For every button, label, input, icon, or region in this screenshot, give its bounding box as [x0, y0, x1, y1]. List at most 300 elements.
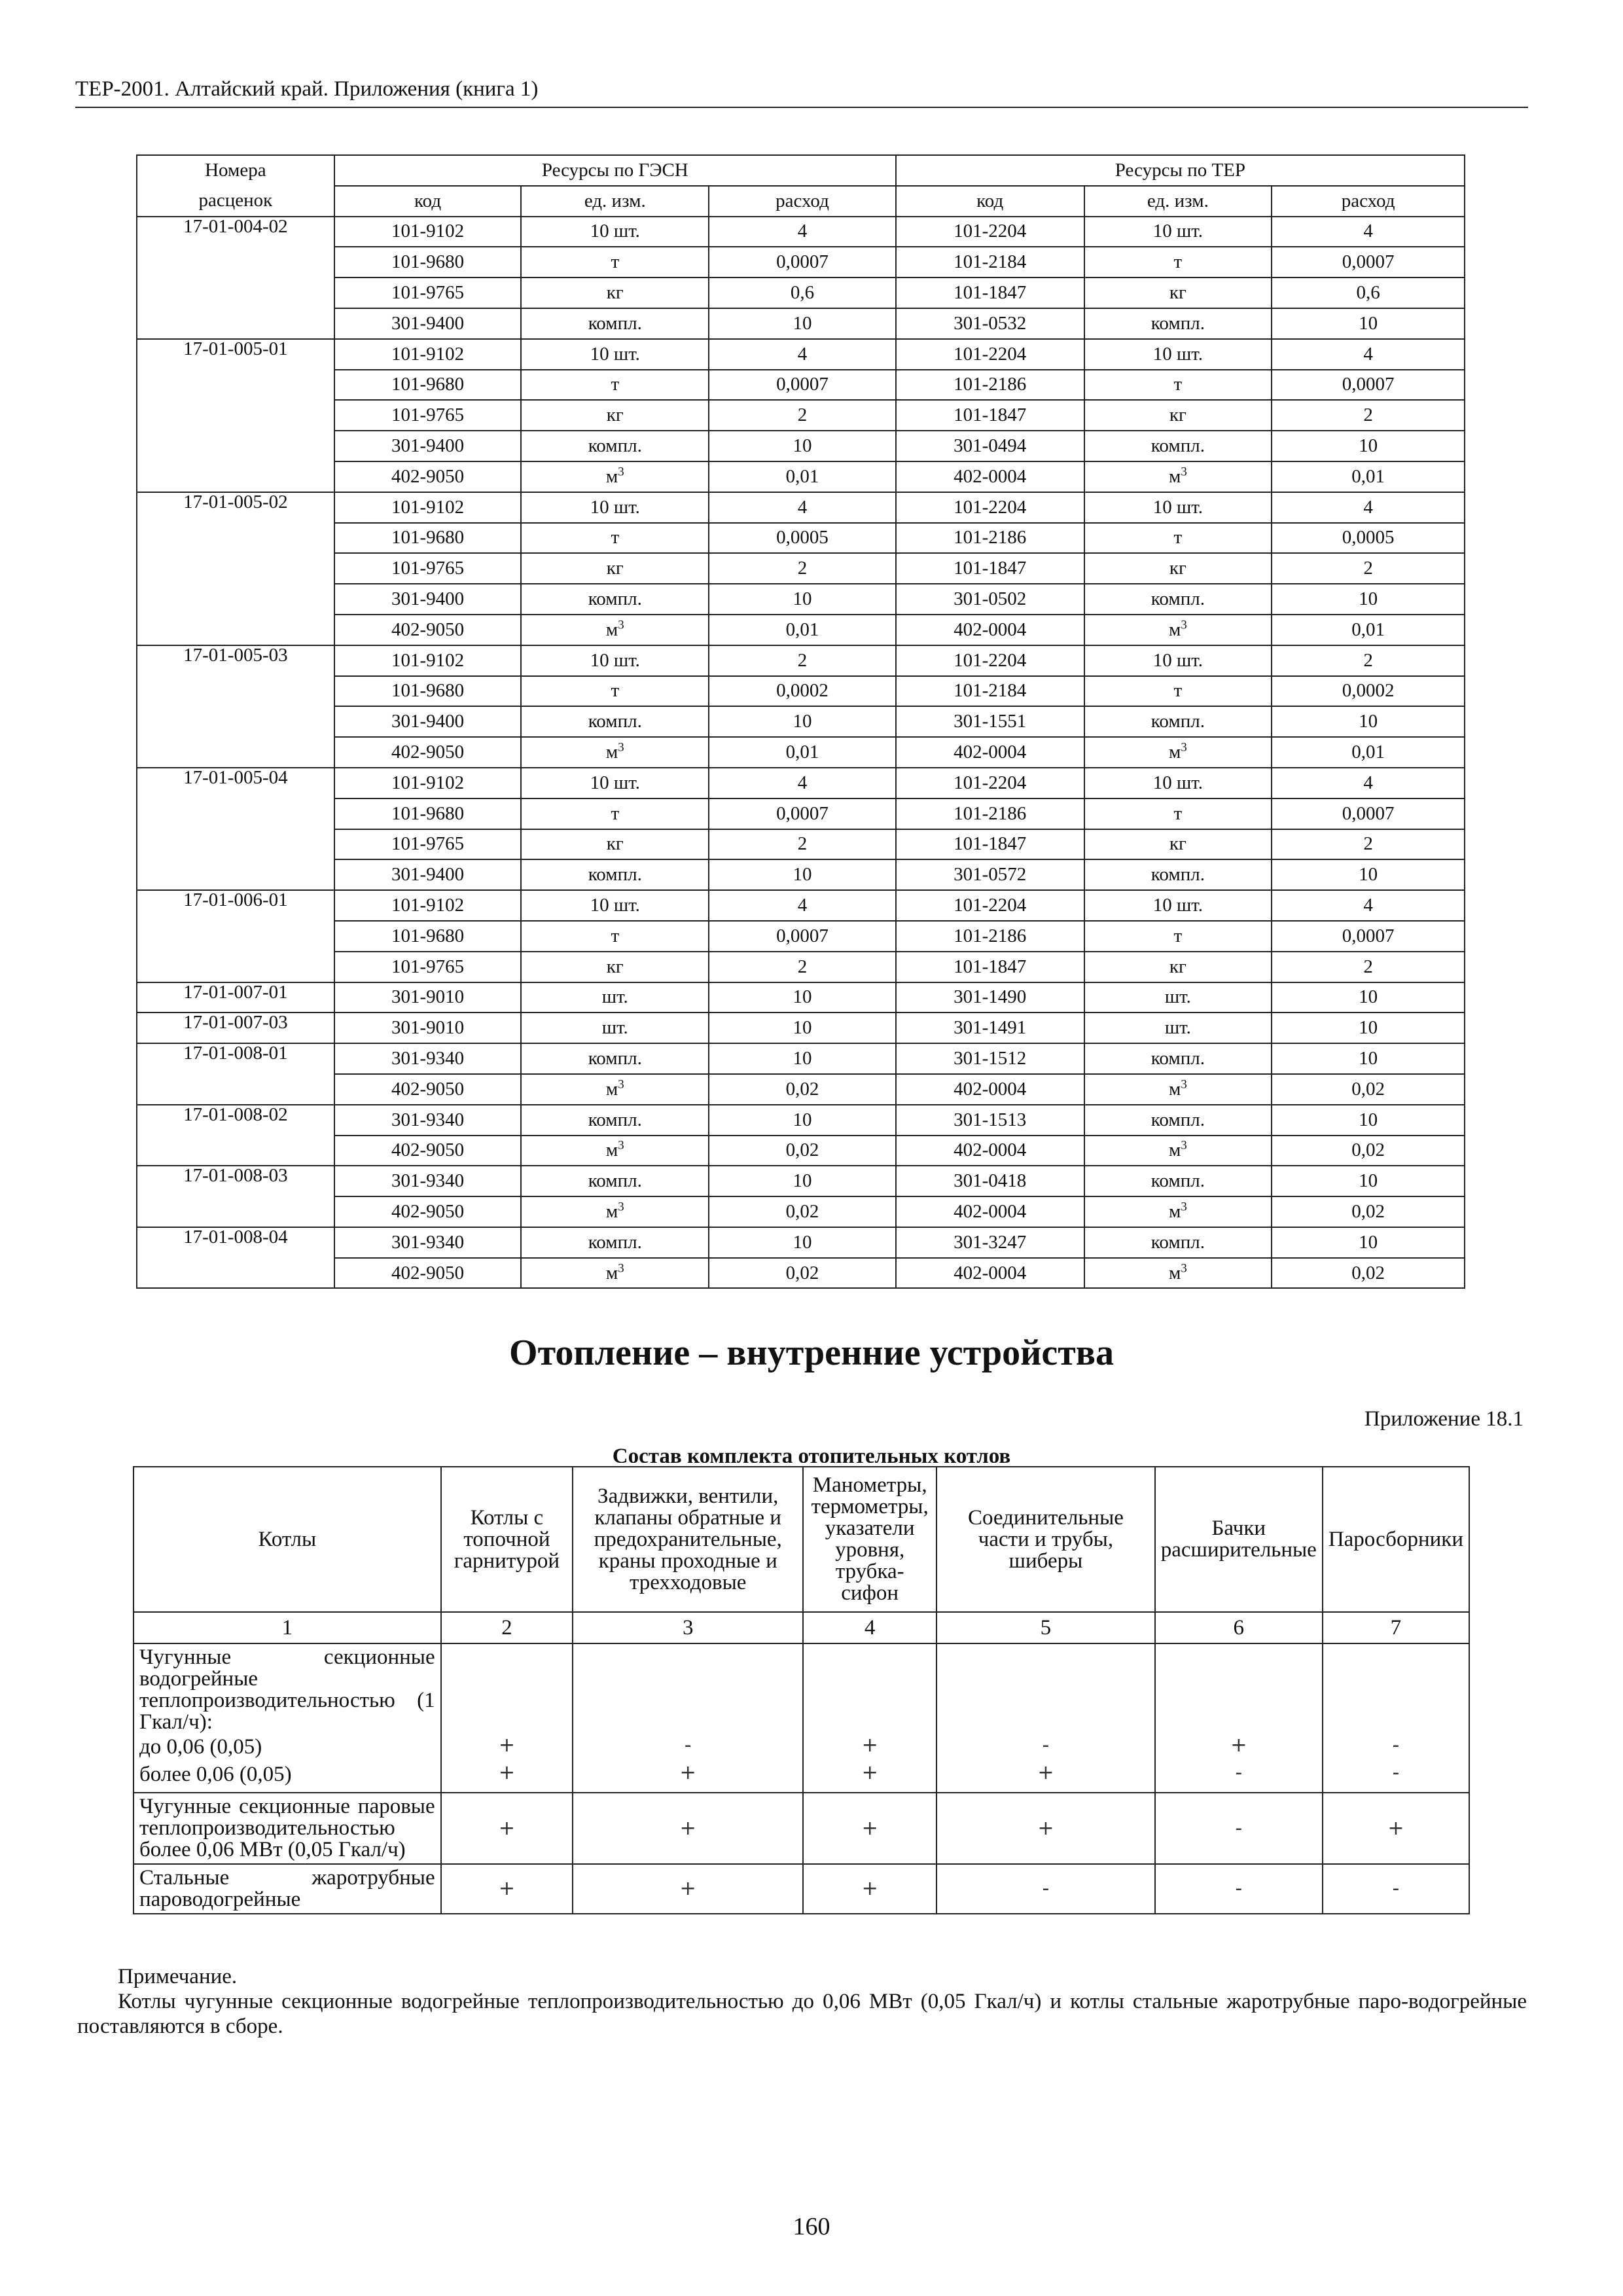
ter-unit: шт. — [1084, 1013, 1272, 1043]
gesn-amount: 4 — [709, 339, 896, 370]
ter-amount: 4 — [1272, 492, 1465, 523]
gesn-code: 101-9102 — [334, 890, 522, 921]
resource-row — [137, 890, 1465, 921]
ter-code: 402-0004 — [896, 461, 1084, 492]
ter-code: 101-2186 — [896, 370, 1084, 401]
ter-amount: 0,0007 — [1272, 370, 1465, 401]
resource-row — [137, 798, 1465, 829]
ter-unit: 10 шт. — [1084, 339, 1272, 370]
gesn-unit: компл. — [521, 706, 709, 737]
ter-unit: компл. — [1084, 1043, 1272, 1074]
ter-code: 101-2186 — [896, 798, 1084, 829]
gesn-code: 101-9765 — [334, 278, 522, 308]
gesn-unit: 10 шт. — [521, 339, 709, 370]
ter-amount: 2 — [1272, 553, 1465, 584]
gesn-unit: 10 шт. — [521, 768, 709, 798]
gesn-code-header: код — [334, 186, 522, 217]
header-steam-collectors: Паросборники — [1323, 1467, 1469, 1612]
ter-code: 301-0502 — [896, 584, 1084, 615]
ter-unit: $м^3$ — [1084, 615, 1272, 645]
gesn-amount: 0,0007 — [709, 921, 896, 952]
running-header: ТЕР-2001. Алтайский край. Приложения (книга 1) — [75, 77, 539, 101]
ter-code: 101-1847 — [896, 829, 1084, 860]
gesn-unit: $м^3$ — [521, 1074, 709, 1105]
gesn-amount: 0,02 — [709, 1136, 896, 1166]
gesn-amount: 0,01 — [709, 737, 896, 768]
gesn-code: 101-9765 — [334, 553, 522, 584]
resource-row — [137, 1227, 1465, 1258]
resource-row — [137, 615, 1465, 645]
ter-unit-header: ед. изм. — [1084, 186, 1272, 217]
gesn-amount: 4 — [709, 217, 896, 247]
ter-amount: 0,01 — [1272, 737, 1465, 768]
ter-unit: кг — [1084, 400, 1272, 431]
gesn-unit: компл. — [521, 1043, 709, 1074]
ter-unit: 10 шт. — [1084, 492, 1272, 523]
gesn-amount: 10 — [709, 706, 896, 737]
gesn-amount: 0,01 — [709, 615, 896, 645]
ter-amount: 10 — [1272, 431, 1465, 461]
resource-row — [137, 492, 1465, 523]
gesn-unit: компл. — [521, 1227, 709, 1258]
ter-code: 101-2204 — [896, 768, 1084, 798]
ter-unit: компл. — [1084, 584, 1272, 615]
rate-number: 17-01-005-03 — [137, 645, 334, 768]
rates-header-top: Номера — [137, 155, 334, 186]
gesn-code: 301-9340 — [334, 1105, 522, 1136]
ter-unit: компл. — [1084, 431, 1272, 461]
resource-row — [137, 737, 1465, 768]
gesn-code: 402-9050 — [334, 1136, 522, 1166]
header-gauges: Манометры, термометры, указатели уровня, трубка-сифон — [803, 1467, 936, 1612]
resource-row — [137, 921, 1465, 952]
gesn-amount: 2 — [709, 952, 896, 982]
ter-amount: 4 — [1272, 217, 1465, 247]
mark-cell: + + — [803, 1643, 936, 1793]
ter-unit: $м^3$ — [1084, 461, 1272, 492]
boiler-table — [133, 1466, 1470, 1914]
ter-code-header: код — [896, 186, 1084, 217]
ter-amount: 4 — [1272, 890, 1465, 921]
gesn-unit: компл. — [521, 859, 709, 890]
gesn-code: 402-9050 — [334, 737, 522, 768]
resource-row — [137, 1136, 1465, 1166]
gesn-unit: компл. — [521, 1166, 709, 1196]
header-firebox: Котлы с топочной гарнитурой — [441, 1467, 573, 1612]
gesn-code: 301-9400 — [334, 584, 522, 615]
resource-row — [137, 431, 1465, 461]
rate-number: 17-01-004-02 — [137, 217, 334, 339]
ter-code: 402-0004 — [896, 1196, 1084, 1227]
rate-number: 17-01-007-03 — [137, 1013, 334, 1043]
gesn-code: 101-9765 — [334, 829, 522, 860]
mark-cell: - — [1155, 1793, 1323, 1864]
boiler-sublabel: до 0,06 (0,05) — [139, 1735, 262, 1759]
ter-code: 101-1847 — [896, 278, 1084, 308]
gesn-unit: шт. — [521, 1013, 709, 1043]
mark-cell: + + — [441, 1643, 573, 1793]
ter-amount: 0,02 — [1272, 1136, 1465, 1166]
ter-unit: компл. — [1084, 1105, 1272, 1136]
gesn-amount: 0,0007 — [709, 247, 896, 278]
resource-row — [137, 1105, 1465, 1136]
resource-row — [137, 370, 1465, 401]
gesn-amount-header: расход — [709, 186, 896, 217]
resource-row — [137, 1258, 1465, 1289]
ter-amount: 0,0005 — [1272, 523, 1465, 554]
gesn-amount: 10 — [709, 308, 896, 339]
gesn-amount: 10 — [709, 1105, 896, 1136]
ter-amount: 10 — [1272, 1013, 1465, 1043]
ter-amount: 2 — [1272, 829, 1465, 860]
resource-table — [136, 154, 1465, 1289]
col-number: 2 — [441, 1612, 573, 1643]
boiler-label-main: Чугунные секционные водогрейные теплопроизводительностью (1 Гкал/ч): — [139, 1645, 435, 1734]
gesn-amount: 0,0007 — [709, 798, 896, 829]
gesn-amount: 10 — [709, 584, 896, 615]
header-boilers: Котлы — [134, 1467, 441, 1612]
gesn-code: 101-9102 — [334, 339, 522, 370]
gesn-code: 402-9050 — [334, 615, 522, 645]
boiler-table-number-row — [134, 1612, 1469, 1643]
mark-cell: - — [1323, 1864, 1469, 1914]
boiler-table-header-row — [134, 1467, 1469, 1612]
resource-row — [137, 217, 1465, 247]
ter-amount: 0,6 — [1272, 278, 1465, 308]
gesn-unit: кг — [521, 400, 709, 431]
ter-code: 101-2204 — [896, 217, 1084, 247]
gesn-unit: компл. — [521, 1105, 709, 1136]
gesn-code: 101-9102 — [334, 492, 522, 523]
mark-cell: + — [1323, 1793, 1469, 1864]
rate-number: 17-01-008-03 — [137, 1166, 334, 1227]
mark-cell: + — [803, 1793, 936, 1864]
gesn-amount: 4 — [709, 492, 896, 523]
ter-code: 301-1512 — [896, 1043, 1084, 1074]
appendix-label: Приложение 18.1 — [1364, 1407, 1524, 1431]
gesn-code: 301-9400 — [334, 431, 522, 461]
rate-number: 17-01-005-02 — [137, 492, 334, 645]
gesn-unit-header: ед. изм. — [521, 186, 709, 217]
ter-unit: $м^3$ — [1084, 1196, 1272, 1227]
gesn-amount: 10 — [709, 859, 896, 890]
ter-code: 101-2186 — [896, 523, 1084, 554]
ter-code: 101-2204 — [896, 492, 1084, 523]
ter-unit: 10 шт. — [1084, 890, 1272, 921]
ter-unit: кг — [1084, 278, 1272, 308]
note-title: Примечание. — [118, 1965, 238, 1988]
gesn-amount: 0,01 — [709, 461, 896, 492]
boiler-table-title: Состав комплекта отопительных котлов — [612, 1444, 1011, 1463]
mark-cell: + — [573, 1793, 803, 1864]
rate-number: 17-01-007-01 — [137, 982, 334, 1013]
resource-row — [137, 553, 1465, 584]
resource-row — [137, 952, 1465, 982]
ter-code: 301-1513 — [896, 1105, 1084, 1136]
gesn-amount: 10 — [709, 982, 896, 1013]
ter-amount: 0,02 — [1272, 1196, 1465, 1227]
ter-amount: 10 — [1272, 1227, 1465, 1258]
ter-unit: 10 шт. — [1084, 768, 1272, 798]
ter-unit: т — [1084, 370, 1272, 401]
gesn-unit: т — [521, 676, 709, 707]
resource-row — [137, 523, 1465, 554]
boiler-sublabel: более 0,06 (0,05) — [139, 1763, 292, 1786]
page-number: 160 — [793, 2213, 830, 2240]
ter-amount: 0,0007 — [1272, 798, 1465, 829]
gesn-unit: т — [521, 921, 709, 952]
gesn-unit: $м^3$ — [521, 737, 709, 768]
mark-cell: - — [936, 1864, 1155, 1914]
resource-row — [137, 706, 1465, 737]
rate-number: 17-01-008-02 — [137, 1105, 334, 1166]
ter-unit: т — [1084, 798, 1272, 829]
gesn-header: Ресурсы по ГЭСН — [334, 155, 896, 186]
gesn-code: 101-9102 — [334, 217, 522, 247]
mark-cell: + — [441, 1793, 573, 1864]
gesn-code: 101-9680 — [334, 921, 522, 952]
mark-cell: + — [573, 1864, 803, 1914]
ter-code: 101-2204 — [896, 339, 1084, 370]
header-valves: Задвижки, вентили, клапаны обратные и предохранительные, краны проходные и трехходовые — [573, 1467, 803, 1612]
resource-row — [137, 461, 1465, 492]
ter-unit: т — [1084, 247, 1272, 278]
gesn-code: 402-9050 — [334, 1196, 522, 1227]
gesn-unit: шт. — [521, 982, 709, 1013]
rate-number: 17-01-005-01 — [137, 339, 334, 492]
ter-amount: 0,01 — [1272, 615, 1465, 645]
ter-amount: 0,0007 — [1272, 247, 1465, 278]
ter-code: 301-3247 — [896, 1227, 1084, 1258]
ter-amount: 10 — [1272, 706, 1465, 737]
ter-unit: компл. — [1084, 859, 1272, 890]
ter-unit: кг — [1084, 952, 1272, 982]
gesn-unit: $м^3$ — [521, 1258, 709, 1289]
gesn-code: 402-9050 — [334, 461, 522, 492]
ter-amount: 2 — [1272, 952, 1465, 982]
gesn-amount: 2 — [709, 645, 896, 676]
ter-unit: $м^3$ — [1084, 737, 1272, 768]
ter-amount: 4 — [1272, 339, 1465, 370]
ter-unit: 10 шт. — [1084, 645, 1272, 676]
col-number: 7 — [1323, 1612, 1469, 1643]
gesn-code: 101-9680 — [334, 370, 522, 401]
ter-code: 101-2204 — [896, 645, 1084, 676]
rate-number: 17-01-006-01 — [137, 890, 334, 982]
ter-code: 101-2184 — [896, 676, 1084, 707]
ter-unit: кг — [1084, 553, 1272, 584]
ter-header: Ресурсы по ТЕР — [896, 155, 1465, 186]
gesn-unit: т — [521, 370, 709, 401]
ter-amount: 0,02 — [1272, 1074, 1465, 1105]
boiler-row-cast-iron-steam — [134, 1793, 1469, 1864]
ter-code: 101-1847 — [896, 553, 1084, 584]
ter-amount: 10 — [1272, 982, 1465, 1013]
ter-amount: 0,0007 — [1272, 921, 1465, 952]
gesn-unit: кг — [521, 829, 709, 860]
ter-unit: компл. — [1084, 706, 1272, 737]
ter-code: 301-1551 — [896, 706, 1084, 737]
boiler-label: Стальные жаротрубные пароводогрейные — [134, 1864, 441, 1914]
ter-amount: 10 — [1272, 308, 1465, 339]
gesn-amount: 10 — [709, 1043, 896, 1074]
ter-code: 301-0494 — [896, 431, 1084, 461]
rate-number: 17-01-008-01 — [137, 1043, 334, 1105]
mark-cell: + — [441, 1864, 573, 1914]
col-number: 3 — [573, 1612, 803, 1643]
ter-code: 301-0572 — [896, 859, 1084, 890]
ter-amount: 0,01 — [1272, 461, 1465, 492]
note — [77, 1965, 1527, 2039]
note-text: Котлы чугунные секционные водогрейные теплопроизводительностью до 0,06 МВт (0,05 Гкал/ч) и котлы стальные жаротрубные паро-водогрейные поставляются в сборе. — [77, 1989, 1527, 2038]
resource-row — [137, 247, 1465, 278]
resource-row — [137, 1166, 1465, 1196]
gesn-amount: 4 — [709, 890, 896, 921]
gesn-amount: 4 — [709, 768, 896, 798]
gesn-amount: 2 — [709, 553, 896, 584]
ter-unit: $м^3$ — [1084, 1136, 1272, 1166]
resource-row — [137, 829, 1465, 860]
resource-row — [137, 982, 1465, 1013]
ter-unit: компл. — [1084, 1227, 1272, 1258]
ter-code: 301-0418 — [896, 1166, 1084, 1196]
resource-row — [137, 1013, 1465, 1043]
gesn-code: 101-9102 — [334, 645, 522, 676]
gesn-amount: 0,6 — [709, 278, 896, 308]
gesn-code: 101-9102 — [334, 768, 522, 798]
gesn-amount: 10 — [709, 431, 896, 461]
gesn-amount: 0,02 — [709, 1196, 896, 1227]
resource-row — [137, 278, 1465, 308]
resource-row — [137, 676, 1465, 707]
rates-header-bottom: расценок — [137, 186, 334, 217]
ter-code: 101-2204 — [896, 890, 1084, 921]
gesn-unit: т — [521, 523, 709, 554]
ter-amount: 2 — [1272, 645, 1465, 676]
gesn-unit: 10 шт. — [521, 645, 709, 676]
ter-unit: компл. — [1084, 1166, 1272, 1196]
gesn-code: 301-9010 — [334, 982, 522, 1013]
gesn-code: 101-9680 — [334, 676, 522, 707]
col-number: 5 — [936, 1612, 1155, 1643]
mark-cell: - + — [936, 1643, 1155, 1793]
ter-code: 402-0004 — [896, 1136, 1084, 1166]
ter-code: 301-1491 — [896, 1013, 1084, 1043]
gesn-code: 402-9050 — [334, 1074, 522, 1105]
boiler-label: Чугунные секционные паровые теплопроизводительностью более 0,06 МВт (0,05 Гкал/ч) — [134, 1793, 441, 1864]
rate-number: 17-01-008-04 — [137, 1227, 334, 1289]
ter-unit: $м^3$ — [1084, 1258, 1272, 1289]
gesn-code: 301-9010 — [334, 1013, 522, 1043]
gesn-amount: 0,0005 — [709, 523, 896, 554]
ter-unit: кг — [1084, 829, 1272, 860]
gesn-amount: 0,0002 — [709, 676, 896, 707]
mark-cell: - — [1155, 1864, 1323, 1914]
mark-cell: + — [803, 1864, 936, 1914]
ter-unit: $м^3$ — [1084, 1074, 1272, 1105]
gesn-code: 101-9765 — [334, 400, 522, 431]
ter-code: 301-0532 — [896, 308, 1084, 339]
ter-code: 101-1847 — [896, 952, 1084, 982]
mark-cell: + — [936, 1793, 1155, 1864]
ter-amount: 10 — [1272, 859, 1465, 890]
gesn-code: 301-9400 — [334, 308, 522, 339]
gesn-amount: 0,02 — [709, 1074, 896, 1105]
ter-amount: 10 — [1272, 1166, 1465, 1196]
gesn-code: 101-9680 — [334, 523, 522, 554]
rate-number: 17-01-005-04 — [137, 768, 334, 890]
gesn-code: 101-9680 — [334, 247, 522, 278]
gesn-unit: 10 шт. — [521, 217, 709, 247]
resource-row — [137, 1196, 1465, 1227]
gesn-unit: $м^3$ — [521, 461, 709, 492]
header-expansion-tanks: Бачки расширительные — [1155, 1467, 1323, 1612]
gesn-unit: компл. — [521, 584, 709, 615]
gesn-amount: 10 — [709, 1166, 896, 1196]
ter-code: 402-0004 — [896, 1258, 1084, 1289]
ter-unit: 10 шт. — [1084, 217, 1272, 247]
gesn-code: 101-9765 — [334, 952, 522, 982]
mark-cell: + - — [1155, 1643, 1323, 1793]
section-title: Отопление – внутренние устройства — [509, 1333, 1114, 1373]
gesn-unit: 10 шт. — [521, 890, 709, 921]
ter-code: 402-0004 — [896, 615, 1084, 645]
col-number: 6 — [1155, 1612, 1323, 1643]
gesn-code: 402-9050 — [334, 1258, 522, 1289]
gesn-amount: 0,0007 — [709, 370, 896, 401]
ter-amount: 10 — [1272, 1043, 1465, 1074]
col-number: 4 — [803, 1612, 936, 1643]
resource-row — [137, 645, 1465, 676]
gesn-unit: компл. — [521, 431, 709, 461]
ter-amount: 10 — [1272, 1105, 1465, 1136]
boiler-row-steel-fire-tube — [134, 1864, 1469, 1914]
ter-amount: 10 — [1272, 584, 1465, 615]
mark-cell: - - — [1323, 1643, 1469, 1793]
gesn-unit: $м^3$ — [521, 1136, 709, 1166]
gesn-unit: кг — [521, 952, 709, 982]
ter-code: 301-1490 — [896, 982, 1084, 1013]
boiler-label — [134, 1643, 441, 1793]
gesn-amount: 10 — [709, 1013, 896, 1043]
ter-unit: шт. — [1084, 982, 1272, 1013]
resource-row — [137, 584, 1465, 615]
gesn-unit: $м^3$ — [521, 615, 709, 645]
gesn-code: 101-9680 — [334, 798, 522, 829]
gesn-code: 301-9400 — [334, 859, 522, 890]
header-rule — [75, 107, 1528, 108]
resource-row — [137, 1043, 1465, 1074]
gesn-unit: компл. — [521, 308, 709, 339]
ter-amount-header: расход — [1272, 186, 1465, 217]
ter-code: 101-2184 — [896, 247, 1084, 278]
ter-unit: компл. — [1084, 308, 1272, 339]
gesn-code: 301-9340 — [334, 1043, 522, 1074]
gesn-amount: 0,02 — [709, 1258, 896, 1289]
resource-table-subhead-row — [137, 186, 1465, 217]
resource-row — [137, 768, 1465, 798]
ter-code: 402-0004 — [896, 1074, 1084, 1105]
ter-unit: т — [1084, 921, 1272, 952]
gesn-amount: 2 — [709, 400, 896, 431]
ter-unit: т — [1084, 676, 1272, 707]
col-number: 1 — [134, 1612, 441, 1643]
header-fittings: Соединительные части и трубы, шиберы — [936, 1467, 1155, 1612]
resource-row — [137, 1074, 1465, 1105]
ter-code: 402-0004 — [896, 737, 1084, 768]
ter-unit: т — [1084, 523, 1272, 554]
gesn-code: 301-9340 — [334, 1166, 522, 1196]
